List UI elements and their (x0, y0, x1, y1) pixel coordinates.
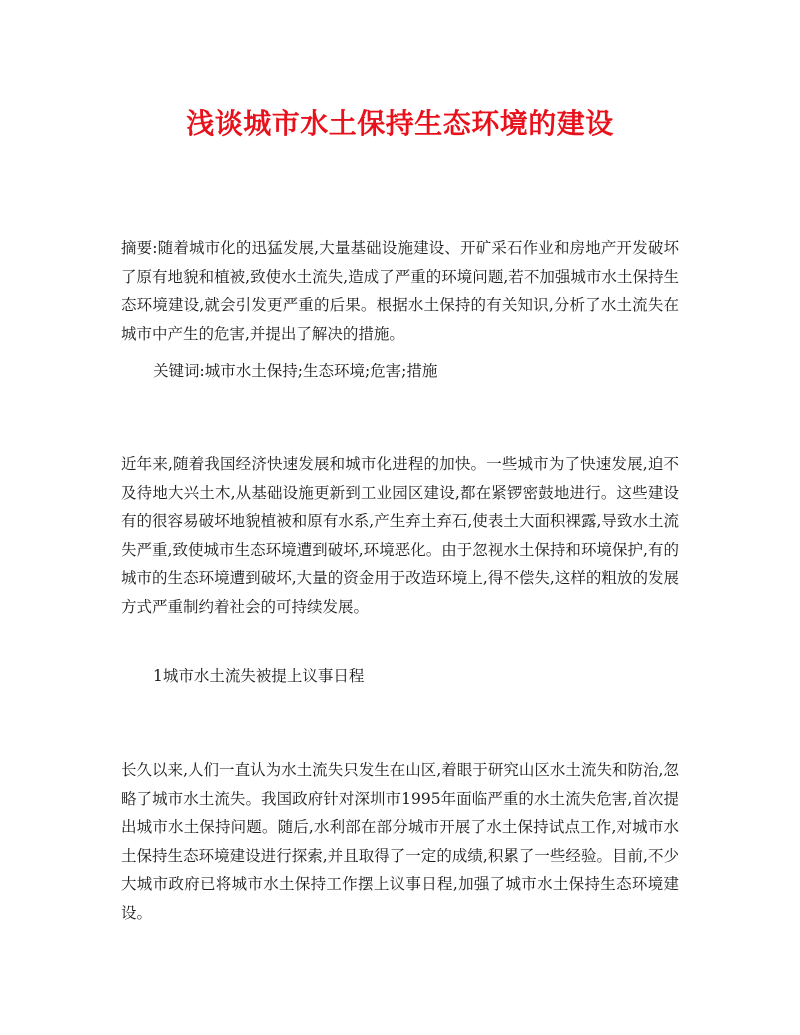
keywords-line: 关键词:城市水土保持;生态环境;危害;措施 (153, 362, 438, 380)
body-paragraph-2: 长久以来,人们一直认为水土流失只发生在山区,着眼于研究山区水土流失和防治,忽略了城市水土流失。我国政府针对深圳市1995年面临严重的水土流失危害,首次提出城市水土保持问题。随后,水利部在部分城市开展了水土保持试点工作,对城市水土保持生态环境建设进行探索,并且取得了一定的成绩,积累了一些经验。目前,不少大城市政府已将城市水土保持工作摆上议事日程,加强了城市水土保持生态环境建设。 (121, 761, 679, 922)
body-paragraph-1: 近年来,随着我国经济快速发展和城市化进程的加快。一些城市为了快速发展,迫不及待地大兴土木,从基础设施更新到工业园区建设,都在紧锣密鼓地进行。这些建设有的很容易破坏地貌植被和原有水系,产生弃土弃石,使表土大面积裸露,导致水土流失严重,致使城市生态环境遭到破坏,环境恶化。由于忽视水土保持和环境保护,有的城市的生态环境遭到破坏,大量的资金用于改造环境上,得不偿失,这样的粗放的发展方式严重制约着社会的可持续发展。 (121, 455, 679, 616)
document-title: 浅谈城市水土保持生态环境的建设 (186, 107, 614, 140)
section-heading-1: 1城市水土流失被提上议事日程 (153, 667, 365, 685)
abstract-paragraph: 摘要:随着城市化的迅猛发展,大量基础设施建设、开矿采石作业和房地产开发破坏了原有地貌和植被,致使水土流失,造成了严重的环境问题,若不加强城市水土保持生态环境建设,就会引发更严重的后果。根据水土保持的有关知识,分析了水土流失在城市中产生的危害,并提出了解决的措施。 (121, 239, 679, 343)
